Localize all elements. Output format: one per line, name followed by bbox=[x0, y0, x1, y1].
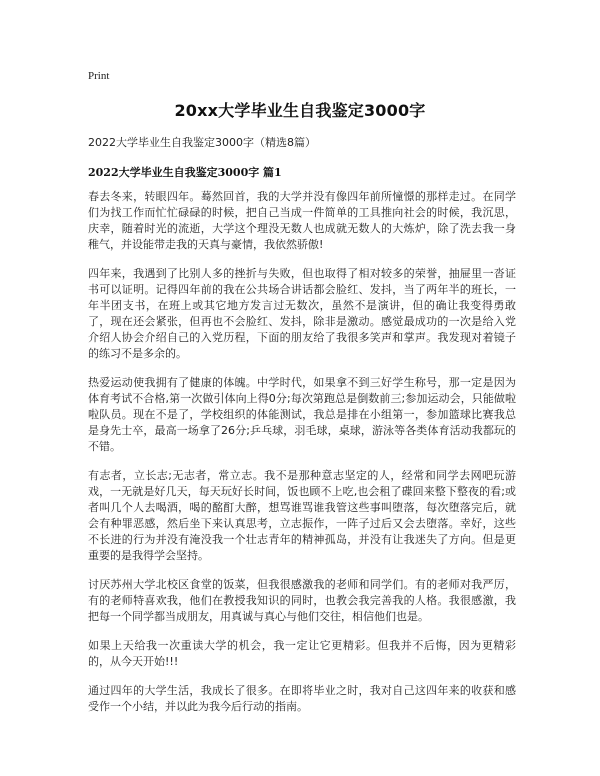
paragraph-4: 有志者，立长志;无志者，常立志。我不是那种意志坚定的人，经常和同学去网吧玩游戏，一无就是好几天，每天玩好长时间，饭也顾不上吃,也会租了碟回来整下整夜的看;或者叫几个人去喝酒，喝的酩酊大醉，想骂谁骂谁我管这些事叫堕落，每次堕落完后，就会有种罪恶感，然后坐下来认真思考，立志振作，一阵子过后又会去堕落。幸好，这些不长进的行为并没有淹没我一个壮志青年的精神孤岛，并没有让我迷失了方向。但是更重要的是我得学会坚持。 bbox=[88, 469, 516, 562]
print-label[interactable]: Print bbox=[88, 70, 110, 82]
paragraph-5: 讨厌苏州大学北校区食堂的饭菜，但我很感激我的老师和同学们。有的老师对我严厉，有的老师特喜欢我，他们在教授我知识的同时，也教会我完善我的人格。我很感激，我把每一个同学都当成朋友，用真诚与真心与他们交往，相信他们也是。 bbox=[88, 578, 516, 623]
section-heading: 2022大学毕业生自我鉴定3000字 篇1 bbox=[88, 166, 282, 179]
document-title: 20xx大学毕业生自我鉴定3000字 bbox=[174, 101, 426, 120]
paragraph-3: 热爱运动使我拥有了健康的体魄。中学时代，如果拿不到三好学生称号，那一定是因为体育考试不合格,第一次做引体向上得0分;每次第跑总是倒数前三;参加运动会，只能做啦啦队员。现在不是了，学校组织的体能测试，我总是排在小组第一，参加篮球比赛我总是身先士卒，最高一场拿了26分;乒乓球，羽毛球，桌球，游泳等各类体育活动我都玩的不错。 bbox=[88, 376, 516, 453]
paragraph-1: 春去冬来，转眼四年。蓦然回首，我的大学并没有像四年前所憧憬的那样走过。在同学们为找工作而忙忙碌碌的时候，把自己当成一件简单的工具推向社会的时候，我沉思，庆幸，随着时光的流逝，大学这个理没无数人也成就无数人的大炼炉，除了洗去我一身稚气，并设能带走我的天真与豪情，我依然骄傲! bbox=[88, 190, 516, 251]
paragraph-7: 通过四年的大学生活，我成长了很多。在即将毕业之时，我对自己这四年来的收获和感受作一个小结，并以此为我今后行动的指南。 bbox=[88, 684, 516, 713]
paragraph-6: 如果上天给我一次重读大学的机会，我一定让它更精彩。但我并不后悔，因为更精彩的，从今天开始!!! bbox=[88, 639, 516, 668]
paragraph-2: 四年来，我遇到了比别人多的挫折与失败，但也取得了相对较多的荣誉，抽屉里一沓证书可以证明。记得四年前的我在公共场合讲话都会脸红、发抖，当了两年半的班长，一年半团支书，在班上或其它地方发言过无数次，虽然不是演讲，但的确让我变得勇敢了，现在还会紧张，但再也不会脸红、发抖，除非是激动。感觉最成功的一次是给入党介绍人协会介绍自己的入党历程，下面的朋友给了我很多笑声和掌声。我发现对着镜子的练习不是多余的。 bbox=[88, 267, 516, 360]
document-subtitle: 2022大学毕业生自我鉴定3000字（精选8篇） bbox=[88, 136, 316, 149]
document-body bbox=[88, 189, 516, 728]
